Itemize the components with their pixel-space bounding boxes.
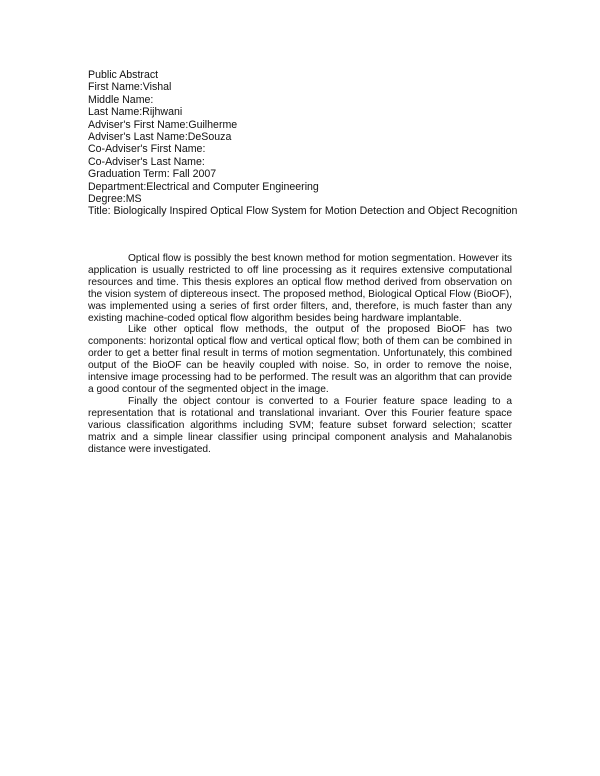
- coadviser-first-name-field: Co-Adviser's First Name:: [88, 143, 206, 156]
- graduation-term-field: Graduation Term: Fall 2007: [88, 168, 217, 181]
- last-name-field: Last Name:Rijhwani: [88, 106, 183, 119]
- abstract-header: [88, 69, 528, 218]
- abstract-paragraph: Like other optical flow methods, the output of the proposed BioOF has two components: horizontal optical flow and vertical optical flow; both of them can be combined in order to get a better final result in terms of motion segmentation. Unfortunately, this combined output of the BioOF can be heavily coupled with noise. So, in order to remove the noise, intensive image processing had to be performed. The result was an algorithm that can provide a good contour of the segmented object in the image.: [88, 324, 512, 395]
- degree-field: Degree:MS: [88, 193, 142, 206]
- adviser-first-name-field: Adviser's First Name:Guilherme: [88, 118, 238, 131]
- department-field: Department:Electrical and Computer Engineering: [88, 180, 319, 193]
- heading: Public Abstract: [88, 69, 159, 81]
- coadviser-last-name-field: Co-Adviser's Last Name:: [88, 155, 205, 168]
- abstract-body: [88, 253, 512, 455]
- abstract-paragraph: Optical flow is possibly the best known method for motion segmentation. However its application is usually restricted to off line processing as it requires extensive computational resources and time. This thesis explores an optical flow method derived from observation on the vision system of diptereous insect. The proposed method, Biological Optical Flow (BioOF), was implemented using a series of first order filters, and, therefore, is much faster than any existing machine-coded optical flow algorithm besides being hardware implantable.: [88, 253, 512, 324]
- adviser-last-name-field: Adviser's Last Name:DeSouza: [88, 131, 232, 144]
- abstract-paragraph: Finally the object contour is converted to a Fourier feature space leading to a representation that is rotational and translational invariant. Over this Fourier feature space various classification algorithms including SVM; feature subset forward selection; scatter matrix and a simple linear classifier using principal component analysis and Mahalanobis distance were investigated.: [88, 395, 512, 455]
- thesis-title: Title: Biologically Inspired Optical Flow System for Motion Detection and Object Recognition: [88, 205, 518, 218]
- middle-name-field: Middle Name:: [88, 93, 154, 106]
- first-name-field: First Name:Vishal: [88, 81, 172, 94]
